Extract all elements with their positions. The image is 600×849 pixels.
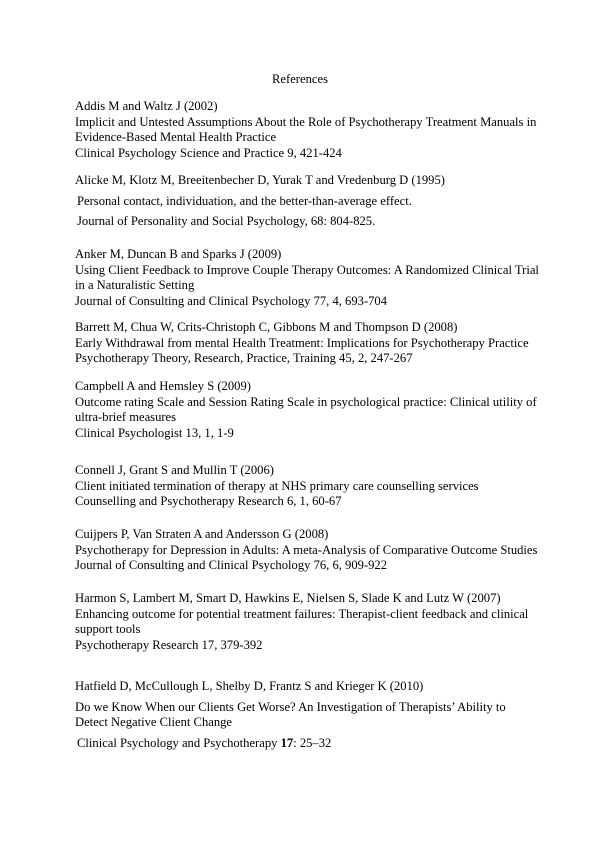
- reference-source-volume: 17: [280, 735, 294, 750]
- reference-title: Early Withdrawal from mental Health Treatment: Implications for Psychotherapy Practice: [75, 335, 529, 350]
- reference-entry: [75, 247, 539, 309]
- reference-title: Personal contact, individuation, and the better-than-average effect.: [77, 193, 412, 208]
- reference-authors: Alicke M, Klotz M, Breeitenbecher D, Yurak T and Vredenburg D (1995): [75, 173, 445, 187]
- reference-entry: [75, 463, 535, 510]
- reference-title: Psychotherapy for Depression in Adults: A meta-Analysis of Comparative Outcome Studies: [75, 542, 538, 557]
- reference-authors: Addis M and Waltz J (2002): [75, 99, 218, 113]
- reference-title: Do we Know When our Clients Get Worse? An Investigation of Therapists’ Ability to: [75, 699, 506, 714]
- reference-source-journal: Clinical Psychology and Psychotherapy: [77, 735, 281, 750]
- reference-title: Implicit and Untested Assumptions About the Role of Psychotherapy Treatment Manuals in: [75, 114, 537, 129]
- reference-authors: Barrett M, Chua W, Crits-Christoph C, Gibbons M and Thompson D (2008): [75, 320, 458, 334]
- reference-authors: Anker M, Duncan B and Sparks J (2009): [75, 247, 282, 261]
- reference-title: Using Client Feedback to Improve Couple Therapy Outcomes: A Randomized Clinical Trial: [75, 262, 539, 277]
- reference-entry: [75, 173, 535, 230]
- reference-entry: [75, 679, 535, 751]
- reference-source-pages: : 25–32: [293, 735, 332, 750]
- reference-source: Journal of Consulting and Clinical Psychology 77, 4, 693-704: [75, 293, 388, 308]
- reference-entry: [75, 527, 538, 574]
- reference-title: ultra-brief measures: [75, 410, 177, 425]
- reference-title: in a Naturalistic Setting: [75, 278, 195, 293]
- reference-source: Psychotherapy Research 17, 379-392: [75, 637, 263, 652]
- reference-title: Enhancing outcome for potential treatment failures: Therapist-client feedback and clinical: [75, 606, 529, 621]
- page-title: References: [272, 72, 328, 86]
- reference-source: Journal of Personality and Social Psychology, 68: 804-825.: [77, 214, 376, 229]
- reference-title: Outcome rating Scale and Session Rating Scale in psychological practice: Clinical utility of: [75, 394, 537, 409]
- reference-title: support tools: [75, 622, 141, 637]
- reference-source: Journal of Consulting and Clinical Psychology 76, 6, 909-922: [75, 558, 388, 573]
- reference-source: Clinical Psychologist 13, 1, 1-9: [75, 425, 234, 440]
- reference-source: [75, 736, 535, 752]
- reference-title: Evidence-Based Mental Health Practice: [75, 130, 277, 145]
- reference-authors: Hatfield D, McCullough L, Shelby D, Frantz S and Krieger K (2010): [75, 679, 424, 693]
- reference-authors: Harmon S, Lambert M, Smart D, Hawkins E, Nielsen S, Slade K and Lutz W (2007): [75, 591, 501, 605]
- reference-source: Clinical Psychology Science and Practice 9, 421-424: [75, 145, 342, 160]
- reference-authors: Cuijpers P, Van Straten A and Andersson G (2008): [75, 527, 329, 541]
- reference-source: Counselling and Psychotherapy Research 6, 1, 60-67: [75, 494, 342, 509]
- reference-entry: [75, 591, 535, 653]
- reference-entry: [75, 99, 535, 161]
- reference-entry: [75, 379, 535, 441]
- reference-entry: [75, 320, 535, 367]
- reference-source: Psychotherapy Theory, Research, Practice, Training 45, 2, 247-267: [75, 351, 413, 366]
- reference-authors: Connell J, Grant S and Mullin T (2006): [75, 463, 274, 477]
- reference-authors: Campbell A and Hemsley S (2009): [75, 379, 251, 393]
- reference-title: Detect Negative Client Change: [75, 715, 233, 730]
- reference-title: Client initiated termination of therapy at NHS primary care counselling services: [75, 478, 479, 493]
